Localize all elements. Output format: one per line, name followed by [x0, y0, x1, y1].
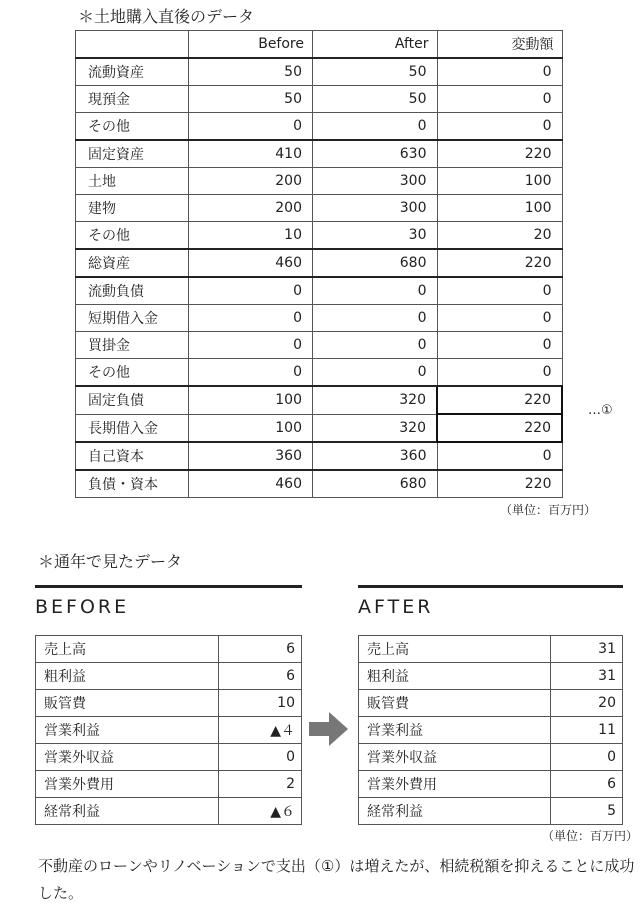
table-row [36, 636, 302, 663]
change-value: 20 [437, 222, 562, 250]
after-value: 320 [313, 386, 438, 414]
before-value: 10 [189, 222, 313, 250]
row-value: 5 [550, 798, 622, 825]
after-value: 0 [313, 359, 438, 387]
header-after: After [313, 31, 438, 59]
row-value: 0 [218, 744, 301, 771]
row-value: 20 [550, 690, 622, 717]
table-row [36, 771, 302, 798]
table-row [76, 277, 563, 305]
unit-label-2: （単位：百万円） [542, 829, 639, 843]
section-title-land-purchase: ＊土地購入直後のデータ [78, 7, 255, 26]
table-row [76, 86, 563, 113]
change-value: 220 [437, 414, 562, 442]
table-row [36, 744, 302, 771]
row-label: 営業利益 [359, 717, 551, 744]
row-label: 土地 [76, 168, 189, 195]
row-value: 6 [218, 663, 301, 690]
table-row [359, 663, 623, 690]
after-value: 300 [313, 168, 438, 195]
row-label: 営業外費用 [36, 771, 219, 798]
after-value: 360 [313, 442, 438, 470]
right-arrow-icon [309, 711, 349, 747]
row-value: 6 [550, 771, 622, 798]
row-label: 経常利益 [359, 798, 551, 825]
table-row [359, 771, 623, 798]
table-row [76, 58, 563, 86]
after-value: 630 [313, 140, 438, 168]
table-row [76, 195, 563, 222]
table-row [76, 414, 563, 442]
change-value: 220 [437, 140, 562, 168]
table-row [76, 140, 563, 168]
row-value: 31 [550, 636, 622, 663]
after-table [358, 635, 623, 825]
before-value: 410 [189, 140, 313, 168]
change-value: 0 [437, 442, 562, 470]
table-row [76, 222, 563, 250]
after-value: 0 [313, 332, 438, 359]
table-row [359, 717, 623, 744]
before-value: 200 [189, 168, 313, 195]
row-label: 営業利益 [36, 717, 219, 744]
row-label: 販管費 [359, 690, 551, 717]
change-value: 100 [437, 195, 562, 222]
after-value: 300 [313, 195, 438, 222]
table-header-row [76, 31, 563, 59]
table-row [76, 470, 563, 498]
row-label: 短期借入金 [76, 305, 189, 332]
after-value: 0 [313, 277, 438, 305]
before-value: 360 [189, 442, 313, 470]
balance-sheet-table [75, 30, 563, 498]
row-label: 流動負債 [76, 277, 189, 305]
after-value: 0 [313, 113, 438, 141]
after-value: 0 [313, 305, 438, 332]
row-label: 現預金 [76, 86, 189, 113]
row-label: 粗利益 [359, 663, 551, 690]
before-rule [35, 585, 302, 588]
table-row [76, 168, 563, 195]
row-label: 建物 [76, 195, 189, 222]
row-value: ▲６ [218, 798, 301, 825]
row-label: 総資産 [76, 249, 189, 277]
table-row [359, 636, 623, 663]
section-title-annual: ＊通年で見たデータ [38, 552, 183, 571]
row-label: 営業外収益 [359, 744, 551, 771]
row-label: 負債・資本 [76, 470, 189, 498]
before-value: 50 [189, 58, 313, 86]
before-value: 460 [189, 249, 313, 277]
row-label: その他 [76, 113, 189, 141]
note-marker-1: …① [588, 403, 613, 418]
table-row [76, 249, 563, 277]
before-table [35, 635, 302, 825]
before-value: 200 [189, 195, 313, 222]
table-row [36, 798, 302, 825]
table-row [36, 663, 302, 690]
row-value: 31 [550, 663, 622, 690]
table-row [359, 744, 623, 771]
after-rule [358, 585, 623, 588]
before-value: 0 [189, 277, 313, 305]
row-label: その他 [76, 359, 189, 387]
after-value: 320 [313, 414, 438, 442]
before-value: 100 [189, 386, 313, 414]
footer-text: 不動産のローンやリノベーションで支出（①）は増えたが、相続税額を抑えることに成功した。 [38, 857, 635, 902]
row-label: 固定資産 [76, 140, 189, 168]
table-row [76, 359, 563, 387]
row-label: 長期借入金 [76, 414, 189, 442]
before-value: 0 [189, 305, 313, 332]
change-value: 0 [437, 332, 562, 359]
header-before: Before [189, 31, 313, 59]
change-value: 0 [437, 359, 562, 387]
before-value: 0 [189, 332, 313, 359]
after-value: 680 [313, 470, 438, 498]
row-value: 6 [218, 636, 301, 663]
before-value: 460 [189, 470, 313, 498]
table-row [76, 332, 563, 359]
table-row [36, 717, 302, 744]
after-value: 50 [313, 86, 438, 113]
table-row [76, 113, 563, 141]
row-value: 0 [550, 744, 622, 771]
unit-label: （単位：百万円） [500, 503, 597, 517]
row-label: 固定負債 [76, 386, 189, 414]
before-title: BEFORE [35, 596, 130, 618]
row-value: ▲４ [218, 717, 301, 744]
table-row [359, 798, 623, 825]
row-label: 買掛金 [76, 332, 189, 359]
row-label: 自己資本 [76, 442, 189, 470]
change-value: 220 [437, 470, 562, 498]
header-label-cell [76, 31, 189, 59]
row-label: 営業外費用 [359, 771, 551, 798]
before-value: 0 [189, 113, 313, 141]
row-value: 11 [550, 717, 622, 744]
row-label: 売上高 [359, 636, 551, 663]
change-value: 0 [437, 113, 562, 141]
header-change: 変動額 [437, 31, 562, 59]
row-label: 経常利益 [36, 798, 219, 825]
table-row [76, 305, 563, 332]
row-value: 10 [218, 690, 301, 717]
row-value: 2 [218, 771, 301, 798]
table-row [36, 690, 302, 717]
after-title: AFTER [358, 596, 434, 618]
table-row [76, 442, 563, 470]
row-label: その他 [76, 222, 189, 250]
before-value: 50 [189, 86, 313, 113]
change-value: 100 [437, 168, 562, 195]
change-value: 0 [437, 305, 562, 332]
change-value: 220 [437, 249, 562, 277]
row-label: 売上高 [36, 636, 219, 663]
change-value: 0 [437, 58, 562, 86]
row-label: 粗利益 [36, 663, 219, 690]
after-value: 680 [313, 249, 438, 277]
change-value: 0 [437, 86, 562, 113]
after-value: 30 [313, 222, 438, 250]
after-value: 50 [313, 58, 438, 86]
before-value: 0 [189, 359, 313, 387]
before-value: 100 [189, 414, 313, 442]
row-label: 販管費 [36, 690, 219, 717]
row-label: 営業外収益 [36, 744, 219, 771]
row-label: 流動資産 [76, 58, 189, 86]
change-value: 220 [437, 386, 562, 414]
table-row [76, 386, 563, 414]
table-row [359, 690, 623, 717]
change-value: 0 [437, 277, 562, 305]
